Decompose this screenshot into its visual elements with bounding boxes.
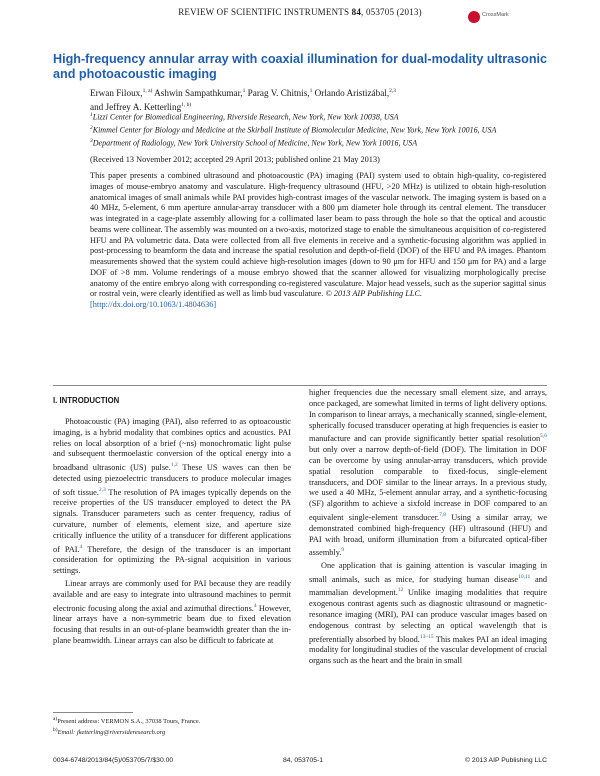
affiliations	[90, 110, 560, 149]
affiliation-2-text: Kimmel Center for Biology and Medicine at the Skirball Institute of Biomolecular Medicine, New York, New York 10016, USA	[92, 125, 497, 135]
text-run: However, linear arrays have a non-symmetric beam due to fixed elevation focusing that results in an out-of-plane beamwidth greater than the in-plane beamwidth. Linear arrays can also be difficult to fabricate at	[53, 603, 291, 645]
intro-paragraph-4	[309, 561, 547, 667]
affiliation-1	[90, 110, 560, 123]
citation-link[interactable]: 2,3	[98, 486, 106, 493]
citation-link[interactable]: 12	[397, 587, 404, 594]
text-run: Unlike imaging modalities that require exogenous contrast agents such as diagnostic ultrasound or magnetic-resonance imaging (MRI), PAI can produce vascular images based on endogenous contrast by selecting an optical wavelength that is preferentially absorbed by blood.	[309, 588, 548, 644]
footer-issn: 0034-6748/2013/84(5)/053705/7/$30.00	[53, 757, 174, 764]
text-run: Photoacoustic (PA) imaging (PAI), also referred to as optoacoustic imaging, is a hybrid modality that combines optics and acoustics. PAI relies on local absorption of a brief (~ns) monochromatic light pulse and subsequent thermoelastic conversion of the optical energy into a broadband ultrasonic (US) pulse.	[53, 416, 291, 472]
paper-title: High-frequency annular array with coaxial illumination for dual-modality ultrasonic and photoacoustic imaging	[53, 52, 548, 81]
affiliation-1-text: Lizzi Center for Biomedical Engineering, Riverside Research, New York, New York 10038, USA	[92, 112, 399, 122]
abstract	[90, 171, 546, 311]
text-run: Linear arrays are commonly used for PAI because they are readily available and are easy to integrate into ultrasound machines to permit electronic focusing along the axial and azimuthal directions.	[53, 578, 291, 613]
doi-link[interactable]: [http://dx.doi.org/10.1063/1.4804636]	[90, 300, 217, 309]
text-run: and mammalian development.	[309, 574, 547, 598]
author-5-sup: 1, b)	[181, 101, 192, 108]
citation-link[interactable]: 1,2	[170, 462, 178, 469]
footnote-a-text: Present address: VERMON S.A., 37038 Tours, France.	[57, 718, 201, 726]
citation-link[interactable]: 4	[253, 602, 257, 609]
citation-link[interactable]: 13–15	[419, 633, 434, 640]
section-heading-introduction: I. INTRODUCTION	[53, 396, 120, 405]
citation-link[interactable]: 7,8	[439, 512, 446, 519]
received-dates: (Received 13 November 2012; accepted 29 April 2013; published online 21 May 2013)	[90, 155, 380, 164]
affiliation-2-sup: 2	[90, 125, 93, 132]
author-3: Parag V. Chitnis,	[245, 88, 310, 99]
crossmark-icon	[468, 11, 480, 23]
intro-paragraph-3	[309, 388, 547, 559]
affiliation-3-text: Department of Radiology, New York University School of Medicine, New York, New York 10016, USA	[92, 138, 418, 148]
citation-link[interactable]: 9	[341, 547, 345, 554]
left-column	[53, 396, 291, 647]
author-1-sup: 1, a)	[142, 88, 153, 94]
author-4: Orlando Aristizábal,	[312, 88, 390, 99]
author-2-sup: 1	[242, 88, 246, 94]
affiliation-3	[90, 136, 560, 149]
author-5: and Jeffrey A. Ketterling	[90, 101, 182, 112]
affiliation-3-sup: 3	[90, 138, 93, 145]
text-run: Therefore, the design of the transducer is an important consideration for optimizing the PA-signal acquisition in various settings.	[53, 544, 291, 576]
footnote-a-marker: a)	[53, 716, 58, 722]
citation-link[interactable]: 5,6	[540, 433, 547, 440]
author-3-sup: 1	[309, 88, 313, 94]
journal-name: REVIEW OF SCIENTIFIC INSTRUMENTS	[178, 7, 350, 17]
text-run: higher frequencies due the necessary small element size, and arrays, once packaged, are somewhat limited in terms of light delivery options. In comparison to linear arrays, a mechanically scanned, single-element, spherically focused transducer operating at high frequencies is easier to manufacture and can provide significantly better spatial resolution	[309, 388, 547, 444]
intro-paragraph-1	[53, 417, 291, 577]
footnote-b	[53, 726, 293, 737]
citation-link[interactable]: 10,11	[518, 573, 531, 580]
abstract-copyright: © 2013 AIP Publishing LLC.	[325, 289, 423, 299]
crossmark-label: CrossMark	[482, 12, 509, 18]
journal-volume: 84	[351, 7, 362, 17]
author-4-sup: 2,3	[389, 88, 397, 94]
abstract-text: This paper presents a combined ultrasound and photoacoustic (PA) imaging (PAI) system used to obtain high-quality, co-registered images of mouse-embryo anatomy and vasculature. High-frequency ultrasound (HFU, >20 MHz) is utilized to obtain high-resolution anatomical images of small animals while PAI provides high-contrast images of the vascular network. The imaging system is based on a 40 MHz, 5-element, 6 mm aperture annular-array transducer with a 800 μm diameter hole through its central element. The transducer was integrated in a cage-plate assembly allowing for a collimated laser beam to pass through the hole so that the optical and acoustic beams were collinear. The assembly was mounted on a two-axis, motorized stage to enable the simultaneous acquisition of co-registered HFU and PA volumetric data. Data were collected from all five elements in receive and a synthetic-focusing algorithm was applied in post-processing to beamform the data and increase the spatial resolution and depth-of-field (DOF) of the HFU and PA images. Phantom measurements showed that the system could achieve high-resolution images (down to 90 μm for HFU and 150 μm for PA) and a large DOF of >8 mm. Volume renderings of a mouse embryo showed that the scanner allowed for visualizing morphologically precise anatomy of the entire embryo along with corresponding co-registered vasculature. Major head vessels, such as the superior sagittal sinus or rostral vein, were clearly identified as well as limb bud vasculature.	[90, 171, 546, 299]
affiliation-2	[90, 123, 560, 136]
text-run: This makes PAI an ideal imaging modality for longitudinal studies of the vascular development of crucial organs such as the heart and the brain in small	[309, 634, 548, 665]
journal-issue: , 053705 (2013)	[361, 7, 422, 17]
footer-copyright: © 2013 AIP Publishing LLC	[465, 757, 547, 764]
footnote-b-marker: b)	[53, 727, 58, 734]
crossmark-badge[interactable]	[468, 10, 528, 26]
footer-page-number: 84, 053705-1	[283, 757, 324, 764]
intro-paragraph-2	[53, 579, 291, 647]
author-1: Erwan Filoux,	[90, 88, 143, 99]
text-run: One application that is gaining attention is vascular imaging in small animals, such as mice, for studying human disease	[309, 560, 547, 584]
right-column	[309, 388, 547, 667]
text-run: Using a similar array, we demonstrated combined high-frequency (HF) ultrasound (HFU) and PAI with broad, uniform illumination from a bifurcated optical-fiber assembly.	[309, 512, 548, 558]
author-2: Ashwin Sampathkumar,	[152, 88, 243, 99]
footnotes	[53, 712, 293, 737]
affiliation-1-sup: 1	[90, 112, 93, 118]
text-run: The resolution of PA images typically depends on the receive properties of the US transducer employed to detect the PA signals. Transducer parameters such as center frequency, radius of curvature, number of elements, element size, and aperture size critically influence the utility of a transducer for different applications of PAI.	[53, 487, 291, 554]
footnote-a	[53, 715, 293, 726]
footnote-rule	[53, 712, 133, 713]
text-run: but only over a narrow depth-of-field (DOF). The limitation in DOF can be overcome by using annular-array transducers, which provide spatial resolution comparable to fixed-focus, single-element transducers, and DOF similar to the linear arrays. In a previous study, we used a 40 MHz, 5-element annular array, and a synthetic-focusing (SF) algorithm to achieve a sixfold increase in DOF compared to an equivalent single-element transducer.	[309, 444, 547, 522]
footnote-b-email[interactable]: Email: jketterling@riversideresearch.org	[57, 729, 166, 737]
section-divider	[53, 385, 547, 386]
citation-link[interactable]: 4	[79, 543, 83, 550]
text-run: These US waves can then be detected using piezoelectric transducers to produce molecular images of soft tissue.	[53, 462, 292, 497]
